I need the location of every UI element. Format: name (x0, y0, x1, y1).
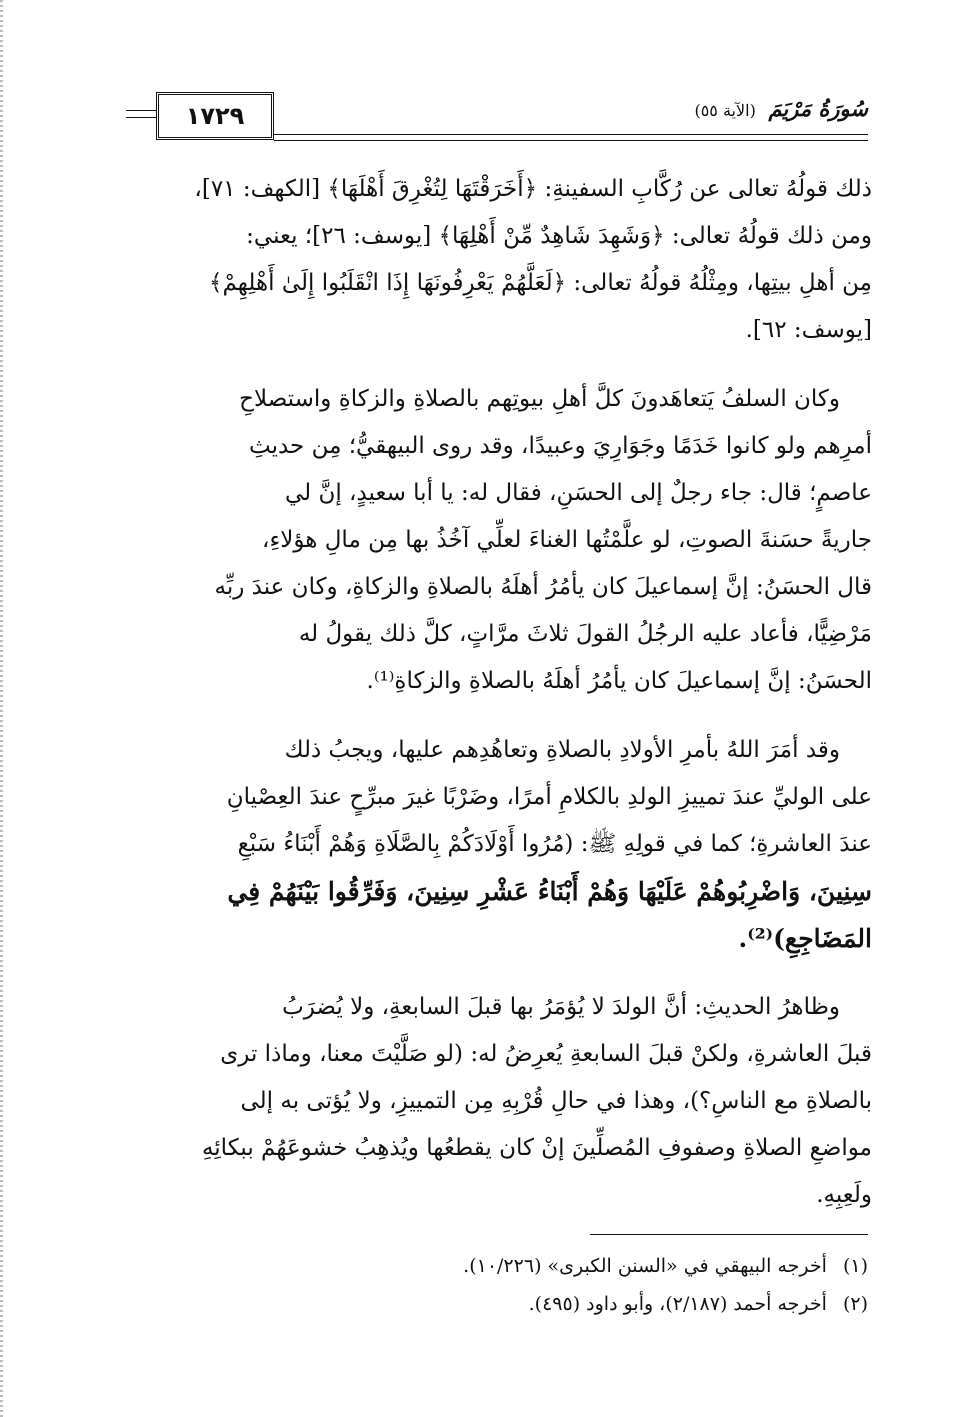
text-line: وقد أمَرَ اللهُ بأمرِ الأولادِ بالصلاةِ وتعاهُدِهم عليها، ويجبُ ذلك (284, 737, 840, 763)
text-line: على الوليِّ عندَ تمييزِ الولدِ بالكلامِ أمرًا، وضَرْبًا غيرَ مبرِّحٍ عندَ العِصْيانِ (226, 784, 872, 810)
paragraph-1 (120, 166, 872, 354)
text-line: قال الحسَنُ: إنَّ إسماعيلَ كان يأمُرُ أهلَهُ بالصلاةِ والزكاةِ، وكان عندَ ربِّه (214, 574, 872, 600)
footnote-1 (120, 1247, 868, 1285)
paragraph-4 (120, 984, 872, 1219)
text-line: مواضعِ الصلاةِ وصفوفِ المُصلِّينَ إنْ كان يقطعُها ويُذهِبُ خشوعَهُمْ ببكائِهِ (201, 1135, 872, 1161)
main-text (120, 166, 872, 1219)
footnote-number: (١) (842, 1255, 868, 1277)
text-line: ولَعِبِهِ. (816, 1182, 872, 1208)
text-line: مِن أهلِ بيتِها، ومِثْلُهُ قولُهُ تعالى: ﴿لَعَلَّهُمْ يَعْرِفُونَهَا إِذَا انْقَلَبُوا إِلَىٰ أَهْلِهِمْ﴾ (208, 270, 872, 296)
page-header (126, 92, 868, 148)
footnote-text: أخرجه البيهقي في «السنن الكبرى» (١٠/٢٢٦). (463, 1255, 827, 1277)
text-line: عندَ العاشرةِ؛ كما في قولِهِ ﷺ: (مُرُوا أَوْلَادَكُمْ بِالصَّلَاةِ وَهُمْ أَبْنَاءُ سَبْعِ (237, 831, 872, 857)
scan-edge (0, 0, 3, 1417)
text-line: جاريةً حسَنةَ الصوتِ، لو علَّمْتُها الغناءَ لعلِّي آخُذُ بها مِن مالِ هؤلاءِ، (262, 527, 872, 553)
running-title (694, 96, 868, 121)
footnotes (120, 1247, 868, 1323)
text-line: أمرِهم ولو كانوا خَدَمًا وجَوَارِيَ وعبيدًا، وقد روى البيهقيُّ؛ مِن حديثِ (249, 433, 872, 459)
footnote-separator (590, 1234, 868, 1235)
header-rule-left (126, 110, 156, 118)
hadith-line: المَضَاجِعِ)⁽²⁾. (738, 924, 872, 953)
text-line: وظاهرُ الحديثِ: أنَّ الولدَ لا يُؤمَرُ بها قبلَ السابعةِ، ولا يُضرَبُ (282, 994, 840, 1020)
footnote-text: أخرجه أحمد (٢/١٨٧)، وأبو داود (٤٩٥). (528, 1293, 827, 1315)
hadith-line: سِنِينَ، وَاضْرِبُوهُمْ عَلَيْهَا وَهُمْ أَبْنَاءُ عَشْرِ سِنِينَ، وَفَرِّقُوا بَيْنَهُمْ فِي (227, 877, 872, 906)
text-line: مَرْضِيًّا، فأعاد عليه الرجُلُ القولَ ثلاثَ مرَّاتٍ، كلَّ ذلك يقولُ له (298, 621, 872, 647)
footnote-2 (120, 1285, 868, 1323)
text-line: وكان السلفُ يَتعاهَدونَ كلَّ أهلِ بيوتِهم بالصلاةِ والزكاةِ واستصلاحِ (239, 386, 840, 412)
text-line: بالصلاةِ مع الناسِ؟)، وهذا في حالِ قُرْبِهِ مِن التمييزِ، ولا يُؤتى به إلى (240, 1088, 872, 1114)
text-line: قبلَ العاشرةِ، ولكنْ قبلَ السابعةِ يُعرِضُ له: (لو صَلَّيْتَ معنا، وماذا ترى (220, 1041, 872, 1067)
ayah-label: (الآية ٥٥) (694, 101, 756, 120)
header-rule (274, 134, 868, 141)
paragraph-2 (120, 376, 872, 705)
surah-title: سُورَةُ مَرْيَمَ (768, 96, 868, 121)
footnote-number: (٢) (842, 1293, 868, 1315)
text-line: الحسَنُ: إنَّ إسماعيلَ كان يأمُرُ أهلَهُ بالصلاةِ والزكاةِ⁽¹⁾. (366, 668, 872, 694)
text-line: ومن ذلك قولُهُ تعالى: ﴿وَشَهِدَ شَاهِدٌ مِّنْ أَهْلِهَا﴾ [يوسف: ٢٦]؛ يعني: (246, 223, 872, 249)
text-line: عاصمٍ؛ قال: جاء رجلٌ إلى الحسَنِ، فقال له: يا أبا سعيدٍ، إنَّ لي (284, 480, 872, 506)
paragraph-3 (120, 727, 872, 962)
page-number: ١٧٢٩ (156, 92, 274, 140)
text-line: [يوسف: ٦٢]. (745, 317, 872, 343)
text-line: ذلك قولُهُ تعالى عن رُكَّابِ السفينةِ: ﴿أَخَرَقْتَهَا لِتُغْرِقَ أَهْلَهَا﴾ [الكهف: ٧١]، (194, 176, 872, 202)
